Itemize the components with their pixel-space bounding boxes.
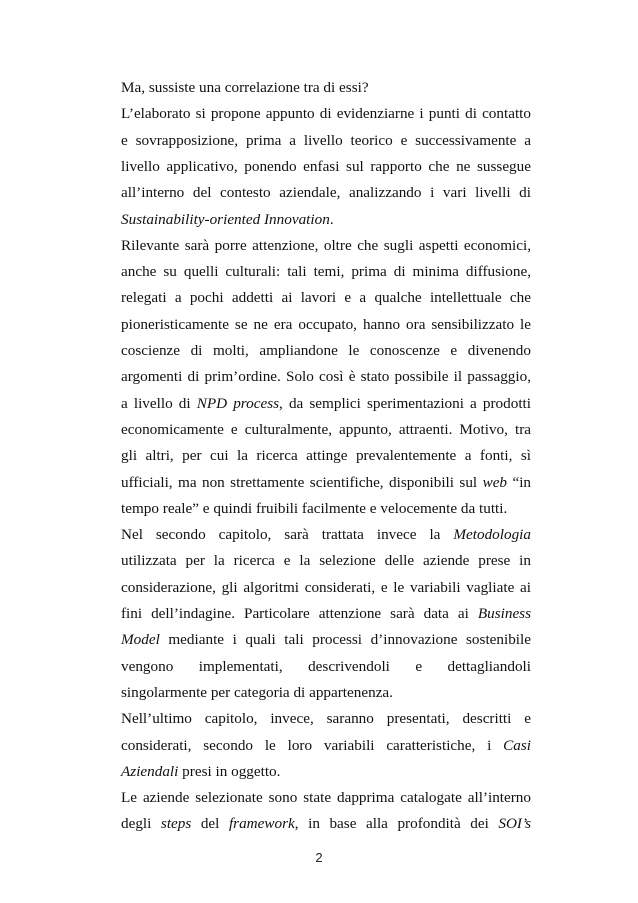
text-run: e sovrapposizione, prima a livello teorico e successivamente a: [121, 131, 531, 149]
text-run: degli: [121, 815, 161, 833]
text-run: considerati, secondo le loro variabili caratteristiche, i: [121, 736, 504, 754]
italic-text: web: [482, 473, 508, 491]
text-line: [121, 762, 531, 782]
text-line: [121, 210, 531, 230]
text-run: fini dell’indagine. Particolare attenzione sarà data ai: [121, 605, 478, 622]
text-line: [121, 262, 531, 282]
text-run: anche su quelli culturali: tali temi, prima di minima diffusione,: [121, 263, 531, 281]
text-run: relegati a pochi addetti ai lavori e a qualche intellettuale che: [121, 289, 531, 307]
text-run: gli altri, per cui la ricerca attinge prevalentemente a fonti, sì: [121, 447, 531, 465]
text-run: singolarmente per categoria di appartenenza.: [121, 683, 393, 701]
text-run: “in: [507, 473, 532, 491]
italic-text: NPD process: [196, 394, 280, 412]
text-line: [121, 709, 531, 729]
italic-text: Aziendali: [121, 762, 179, 780]
italic-text: Casi: [503, 736, 531, 754]
text-run: mediante i quali tali processi d’innovazione sostenibile: [159, 631, 531, 649]
italic-text: Business: [477, 605, 531, 622]
text-run: , da semplici sperimentazioni a prodotti: [279, 394, 531, 412]
text-line: [121, 446, 531, 466]
text-run: Nell’ultimo capitolo, invece, saranno presentati, descritti e: [121, 710, 531, 728]
text-line: [121, 814, 531, 834]
text-run: .: [329, 210, 334, 228]
text-line: [121, 420, 531, 440]
text-run: del: [191, 815, 229, 833]
text-line: [121, 578, 531, 598]
text-line: [121, 630, 531, 650]
text-run: Nel secondo capitolo, sarà trattata invece la: [121, 526, 454, 544]
page-number: 2: [315, 850, 323, 865]
italic-text: Sustainability-oriented Innovation: [121, 210, 330, 228]
text-line: [121, 499, 531, 519]
text-line: [121, 394, 531, 414]
text-run: livello applicativo, ponendo enfasi sul rapporto che ne sussegue: [121, 157, 531, 175]
text-run: , in base alla profondità dei: [294, 815, 499, 833]
text-line: [121, 657, 531, 677]
text-line: [121, 78, 531, 98]
text-run: Rilevante sarà porre attenzione, oltre che sugli aspetti economici,: [121, 236, 531, 254]
italic-text: SOI’s: [498, 815, 532, 833]
italic-text: Metodologia: [453, 526, 531, 544]
text-line: [121, 683, 531, 703]
text-line: [121, 604, 531, 624]
italic-text: steps: [160, 815, 192, 833]
text-line: [121, 183, 531, 203]
text-line: [121, 288, 531, 308]
text-line: [121, 104, 531, 124]
text-run: economicamente e culturalmente, appunto, attraenti. Motivo, tra: [121, 420, 531, 438]
text-run: tempo reale” e quindi fruibili facilmente e velocemente da tutti.: [121, 499, 508, 517]
text-run: Ma, sussiste una correlazione tra di essi?: [121, 79, 369, 96]
text-line: [121, 341, 531, 361]
text-run: L’elaborato si propone appunto di evidenziarne i punti di contatto: [121, 105, 531, 123]
text-run: argomenti di prim’ordine. Solo così è stato possibile il passaggio,: [121, 368, 531, 386]
text-line: [121, 525, 531, 545]
italic-text: framework: [228, 815, 295, 833]
text-line: [121, 551, 531, 571]
text-line: [121, 157, 531, 177]
text-run: coscienze di molti, ampliandone le conoscenze e divenendo: [121, 342, 531, 359]
text-line: [121, 367, 531, 387]
text-run: vengono implementati, descrivendoli e dettagliandoli: [121, 657, 531, 675]
text-run: Le aziende selezionate sono state dapprima catalogate all’interno: [121, 789, 531, 807]
text-run: considerazione, gli algoritmi considerati, e le variabili vagliate ai: [121, 578, 531, 596]
text-line: [121, 315, 531, 335]
text-run: utilizzata per la ricerca e la selezione delle aziende prese in: [121, 552, 531, 570]
text-line: [121, 736, 531, 756]
text-run: pioneristicamente se ne era occupato, hanno ora sensibilizzato le: [121, 315, 531, 333]
text-run: presi in oggetto.: [178, 762, 281, 780]
text-line: [121, 473, 531, 493]
italic-text: Model: [121, 631, 160, 649]
text-line: [121, 788, 531, 808]
text-run: a livello di: [121, 394, 197, 412]
text-run: all’interno del contesto aziendale, analizzando i vari livelli di: [121, 184, 531, 202]
text-line: [121, 131, 531, 151]
text-run: ufficiali, ma non strettamente scientifiche, disponibili sul: [121, 473, 483, 491]
text-line: [121, 236, 531, 256]
